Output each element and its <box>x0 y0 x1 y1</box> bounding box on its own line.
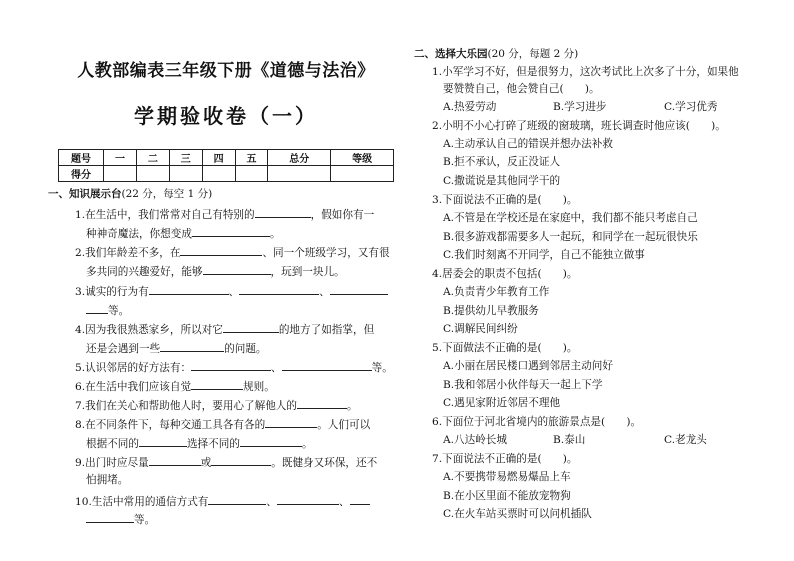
option-a[interactable]: A.负责青少年教育工作 <box>443 286 550 298</box>
score-header-cell: 总分 <box>268 150 331 166</box>
score-header-cell: 三 <box>169 150 202 166</box>
score-row-label: 得分 <box>59 166 104 182</box>
option-b[interactable]: B.拒不承认，反正没证人 <box>443 156 561 168</box>
s2-question-2 <box>432 119 726 133</box>
score-cell[interactable] <box>136 166 169 182</box>
option-a[interactable]: A.小丽在居民楼口遇到邻居主动问好 <box>443 360 613 372</box>
option-b[interactable]: B.泰山 <box>553 434 586 446</box>
q-text: 、 <box>228 286 240 298</box>
answer-blank[interactable] <box>192 225 270 237</box>
answer-blank[interactable] <box>208 493 266 505</box>
q-text: 5.下面做法不正确的是( )。 <box>432 342 578 354</box>
answer-blank[interactable] <box>239 283 319 295</box>
q-text: 5.认识邻居的好方法有： <box>75 362 192 374</box>
q-text: 种神奇魔法，你想变成 <box>86 228 192 240</box>
section2-title <box>414 46 578 61</box>
q-text: 、 <box>319 286 330 298</box>
score-header-cell: 一 <box>104 150 137 166</box>
q-text: 根据不同的 <box>86 438 139 450</box>
option-c[interactable]: C.遇见家附近邻居不理他 <box>443 397 561 409</box>
q-text: 8.在不同条件下，每种交通工具各有各的 <box>75 419 266 431</box>
option-b[interactable]: B.在小区里面不能放宠物狗 <box>443 490 571 502</box>
option-a[interactable]: A.热爱劳动 <box>443 101 497 113</box>
q-text: 2.小明不小心打碎了班级的窗玻璃，班长调查时他应该( )。 <box>432 120 726 132</box>
score-cell[interactable] <box>169 166 202 182</box>
q-text: 或 <box>200 457 212 469</box>
answer-blank[interactable] <box>282 359 372 371</box>
section2-title-text: 二、选择大乐园 <box>414 48 488 60</box>
option-c[interactable]: C.我们时刻离不开同学，自己不能独立做事 <box>443 249 645 261</box>
answer-blank[interactable] <box>277 493 339 505</box>
answer-blank[interactable] <box>240 435 302 447</box>
section2-points: (20 分，每题 2 分) <box>487 48 579 60</box>
q-text: ，假如你有一 <box>310 209 375 221</box>
answer-blank[interactable] <box>139 435 187 447</box>
answer-blank[interactable] <box>265 416 317 428</box>
q-text: 等。 <box>371 362 393 374</box>
answer-blank[interactable] <box>211 454 271 466</box>
q-text: ，玩到一块儿。 <box>270 266 345 278</box>
answer-blank[interactable] <box>149 283 229 295</box>
score-table-header-row <box>59 150 394 166</box>
q-text: 。人们可以 <box>317 419 371 431</box>
answer-blank[interactable] <box>149 454 201 466</box>
s1-question-2 <box>75 244 390 260</box>
score-cell[interactable] <box>202 166 235 182</box>
q-text: 2.我们年龄差不多，在 <box>75 247 181 259</box>
q-text: 1.在生活中，我们常常对自己有特别的 <box>75 209 255 221</box>
exam-title: 人教部编表三年级下册《道德与法治》 <box>77 61 375 81</box>
score-header-cell: 题号 <box>59 150 104 166</box>
score-cell[interactable] <box>268 166 331 182</box>
q-text: 3.诚实的行为有 <box>75 286 149 298</box>
q-text: 4.因为我很熟悉家乡，所以对它 <box>75 324 223 336</box>
s1-question-10 <box>75 493 370 509</box>
q-text: 等。 <box>108 305 130 317</box>
answer-blank[interactable] <box>297 397 347 409</box>
s1-question-1-line2 <box>86 225 281 241</box>
option-a[interactable]: A.八达岭长城 <box>443 434 507 446</box>
q-text: 规则。 <box>243 381 275 393</box>
s2-question-3 <box>432 193 578 207</box>
q-text: 。 <box>269 228 281 240</box>
score-cell[interactable] <box>331 166 394 182</box>
q-text: 、 <box>266 496 277 508</box>
answer-blank[interactable] <box>191 378 243 390</box>
answer-blank[interactable] <box>180 244 262 256</box>
q-text: 选择不同的 <box>186 438 240 450</box>
s2-question-5 <box>432 341 578 355</box>
q-text: 6.下面位于河北省境内的旅游景点是( )。 <box>432 416 642 428</box>
answer-blank[interactable] <box>350 493 370 505</box>
option-c[interactable]: C.学习优秀 <box>664 101 718 113</box>
score-table <box>58 149 394 182</box>
s1-question-2-line2 <box>86 263 345 279</box>
option-b[interactable]: B.学习进步 <box>553 101 607 113</box>
score-header-cell: 四 <box>202 150 235 166</box>
q-text: 3.下面说法不正确的是( )。 <box>432 194 578 206</box>
q-text: 6.在生活中我们应该自觉 <box>75 381 192 393</box>
q-text: 、同一个班级学习，又有很 <box>262 247 390 259</box>
answer-blank[interactable] <box>223 321 279 333</box>
s2-question-6 <box>432 415 641 429</box>
q-text: 7.下面说法不正确的是( )。 <box>432 453 578 465</box>
q-text: 的地方了如指掌，但 <box>278 324 375 336</box>
q-text: 、 <box>338 496 350 508</box>
q-text: 多共同的兴趣爱好，能够 <box>86 266 203 278</box>
section1-points: (22 分，每空 1 分) <box>121 188 213 200</box>
answer-blank[interactable] <box>160 340 224 352</box>
answer-blank[interactable] <box>86 511 134 523</box>
option-b[interactable]: B.提供幼儿早教服务 <box>443 305 539 317</box>
s1-question-7 <box>75 397 358 413</box>
s1-question-4-line2 <box>86 340 267 356</box>
s1-question-3-line2 <box>86 302 129 318</box>
score-header-cell: 等级 <box>331 150 394 166</box>
s1-question-1 <box>75 206 374 222</box>
q-text: 。既健身又环保，还不 <box>271 457 378 469</box>
s1-question-8 <box>75 416 370 432</box>
q-text: 等。 <box>134 514 156 526</box>
answer-blank[interactable] <box>86 302 108 314</box>
q-text: 、 <box>271 362 282 374</box>
score-cell[interactable] <box>235 166 268 182</box>
s2-question-7 <box>432 452 578 466</box>
option-a[interactable]: A.主动承认自己的错误并想办法补救 <box>443 138 613 150</box>
option-a[interactable]: A.不管是在学校还是在家庭中，我们都不能只考虑自己 <box>443 212 698 224</box>
option-b[interactable]: B.很多游戏都需要多人一起玩，和同学在一起玩很快乐 <box>443 231 698 243</box>
q-text: 10.生活中常用的通信方式有 <box>75 496 209 508</box>
s2-question-1-line2 <box>443 82 600 96</box>
s2-question-1 <box>432 65 739 79</box>
score-header-cell: 五 <box>235 150 268 166</box>
q-text: 1.小军学习不好，但是很努力，这次考试比上次多了十分，如果他 <box>432 66 739 78</box>
q-text: 怕拥堵。 <box>86 474 129 486</box>
q-text: 的问题。 <box>224 343 267 355</box>
option-a[interactable]: A.不要携带易燃易爆品上车 <box>443 471 571 483</box>
answer-blank[interactable] <box>330 283 388 295</box>
answer-blank[interactable] <box>191 359 271 371</box>
q-text: 9.出门时应尽量 <box>75 457 149 469</box>
option-c[interactable]: C.撒谎说是其他同学干的 <box>443 175 561 187</box>
q-text: 7.我们在关心和帮助他人时，要用心了解他人的 <box>75 400 297 412</box>
answer-blank[interactable] <box>255 206 311 218</box>
q-text: 。 <box>301 438 313 450</box>
s1-question-3 <box>75 283 388 299</box>
q-text: 。 <box>346 400 358 412</box>
score-header-cell: 二 <box>136 150 169 166</box>
s1-question-9-line2 <box>86 473 128 487</box>
q-text: 还是会遇到一些 <box>86 343 161 355</box>
q-text: 要赞赞自己，他会赞自己( )。 <box>443 83 600 95</box>
s2-question-4 <box>432 267 578 281</box>
score-table-score-row <box>59 166 394 182</box>
option-b[interactable]: B.我和邻居小伙伴每天一起上下学 <box>443 379 603 391</box>
section1-title-text: 一、知识展示台 <box>48 188 122 200</box>
option-c[interactable]: C.调解民间纠纷 <box>443 323 518 335</box>
option-c[interactable]: C.在火车站买票时可以问机插队 <box>443 508 592 520</box>
s1-question-4 <box>75 321 374 337</box>
s1-question-5 <box>75 359 393 375</box>
s1-question-10-line2 <box>86 511 155 527</box>
section1-title <box>48 186 212 201</box>
option-c[interactable]: C.老龙头 <box>664 434 707 446</box>
s1-question-8-line2 <box>86 435 313 451</box>
score-cell[interactable] <box>104 166 137 182</box>
s1-question-9 <box>75 454 377 470</box>
answer-blank[interactable] <box>203 263 271 275</box>
q-text: 4.居委会的职责不包括( )。 <box>432 268 578 280</box>
exam-subtitle: 学期验收卷（一） <box>134 104 318 128</box>
s1-question-6 <box>75 378 275 394</box>
